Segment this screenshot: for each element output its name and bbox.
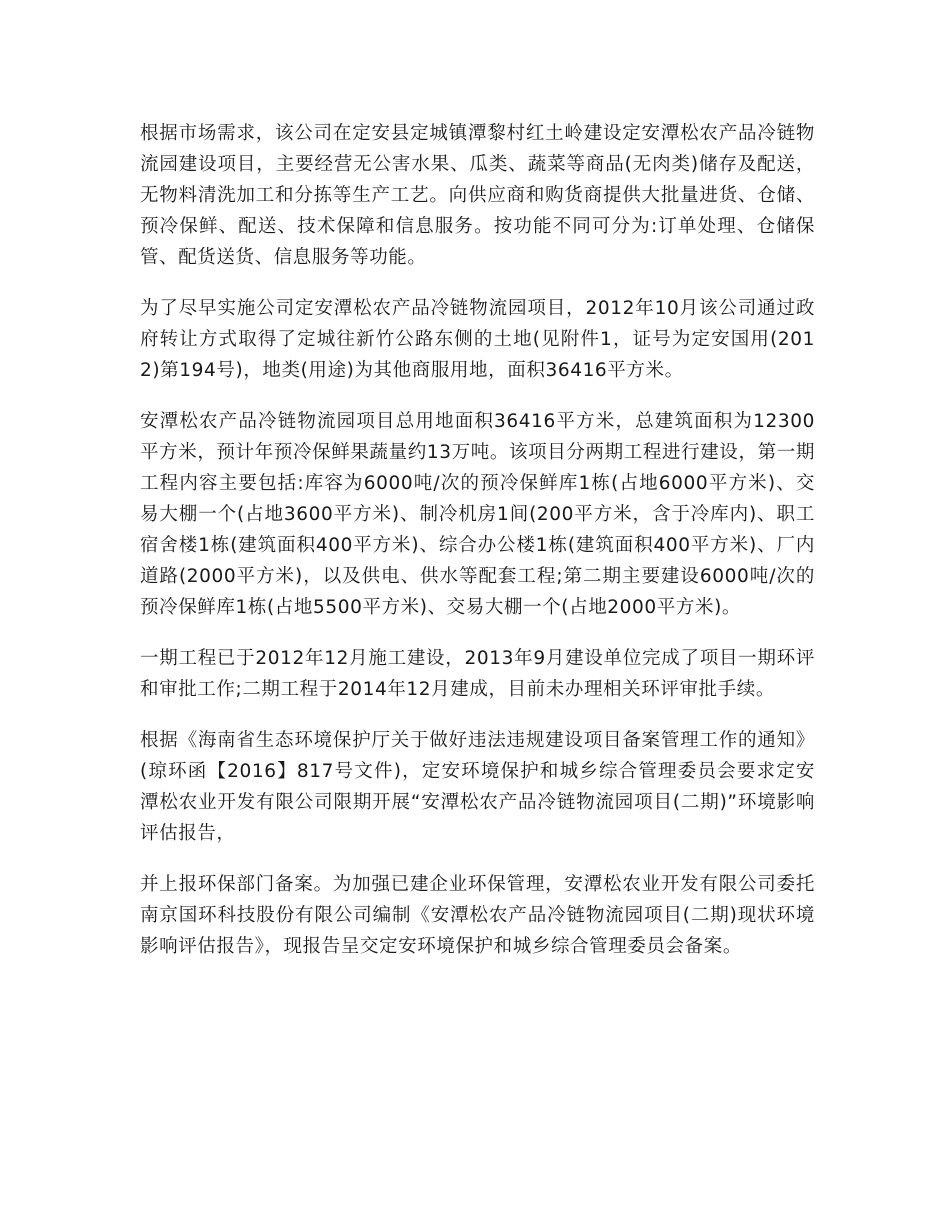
paragraph-report-submission: 并上报环保部门备案。为加强已建企业环保管理，安潭松农业开发有限公司委托南京国环科技股份有限公司编制《安潭松农产品冷链物流园项目(二期)现状环境影响评估报告》，现报告呈交定安环境保护和城乡综合管理委员会备案。 — [140, 874, 815, 957]
paragraph-construction-timeline: 一期工程已于2012年12月施工建设，2013年9月建设单位完成了项目一期环评和审批工作;二期工程于2014年12月建成，目前未办理相关环评审批手续。 — [140, 648, 815, 700]
paragraph-land-acquisition: 为了尽早实施公司定安潭松农产品冷链物流园项目，2012年10月该公司通过政府转让方式取得了定城往新竹公路东侧的土地(见附件1，证号为定安国用(2012)第194号)，地类(用途)为其他商服用地，面积36416平方米。 — [140, 298, 815, 381]
document-body — [140, 118, 815, 982]
paragraph-construction-scope: 安潭松农产品冷链物流园项目总用地面积36416平方米，总建筑面积为12300平方米，预计年预冷保鲜果蔬量约13万吨。该项目分两期工程进行建设，第一期工程内容主要包括:库容为6000吨/次的预冷保鲜库1栋(占地6000平方米)、交易大棚一个(占地3600平方米)、制冷机房1间(200平方米，含于冷库内)、职工宿舍楼1栋(建筑面积400平方米)、综合办公楼1栋(建筑面积400平方米)、厂内道路(2000平方米)，以及供电、供水等配套工程;第二期主要建设6000吨/次的预冷保鲜库1栋(占地5500平方米)、交易大棚一个(占地2000平方米)。 — [140, 411, 815, 618]
paragraph-regulatory-basis: 根据《海南省生态环境保护厅关于做好违法违规建设项目备案管理工作的通知》(琼环函【2016】817号文件)，定安环境保护和城乡综合管理委员会要求定安潭松农业开发有限公司限期开展“安潭松农产品冷链物流园项目(二期)”环境影响评估报告， — [140, 730, 815, 844]
paragraph-project-overview: 根据市场需求，该公司在定安县定城镇潭黎村红土岭建设定安潭松农产品冷链物流园建设项目，主要经营无公害水果、瓜类、蔬菜等商品(无肉类)储存及配送，无物料清洗加工和分拣等生产工艺。向供应商和购货商提供大批量进货、仓储、预冷保鲜、配送、技术保障和信息服务。按功能不同可分为:订单处理、仓储保管、配货送货、信息服务等功能。 — [140, 123, 815, 268]
